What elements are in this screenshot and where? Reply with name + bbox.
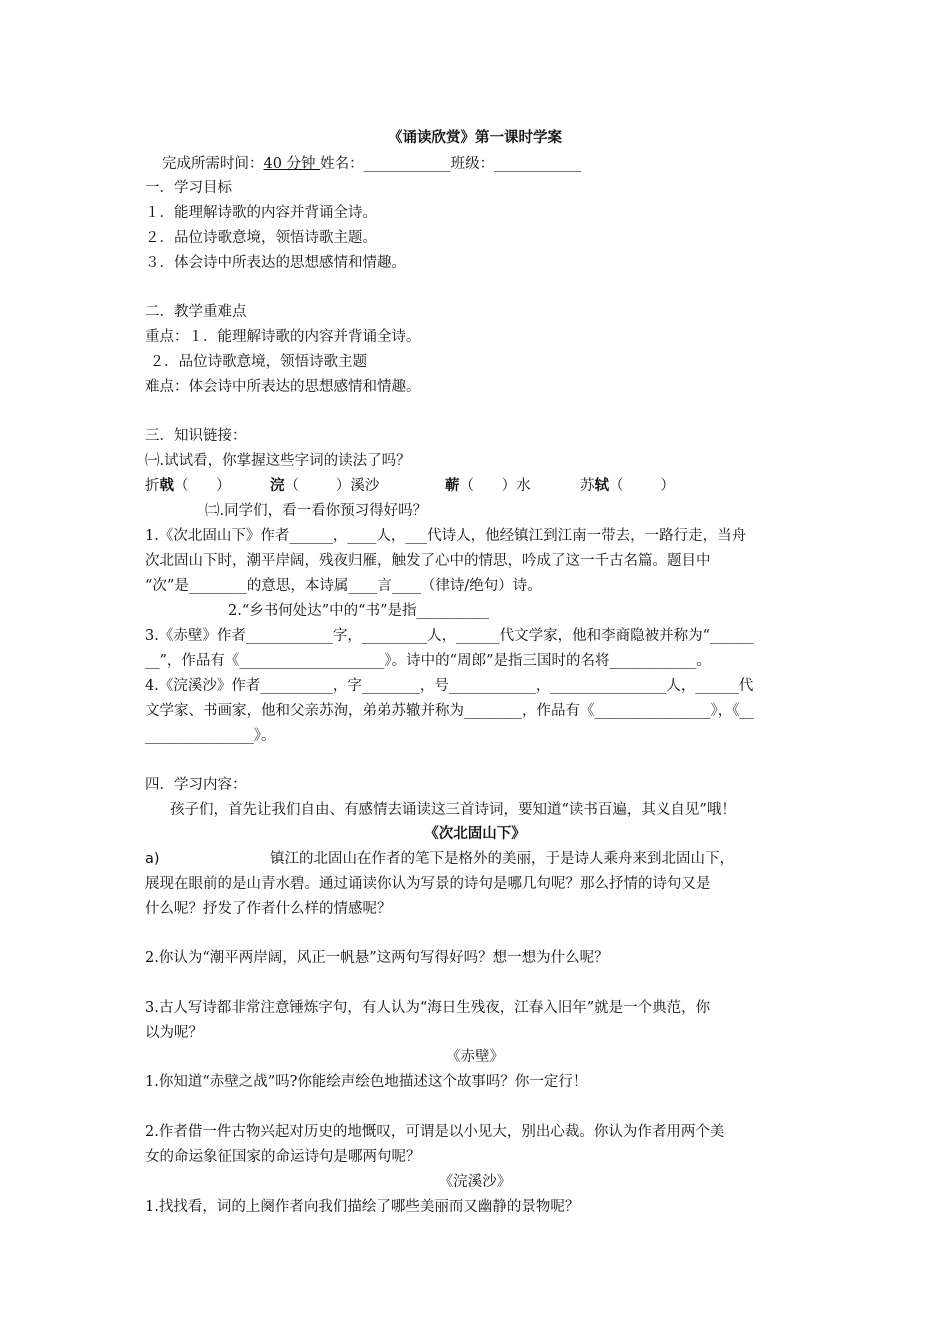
goal-item: ３．体会诗中所表达的思想感情和情趣。 <box>145 255 406 271</box>
pron-word-3: 蕲（ ）水 <box>445 478 531 494</box>
fill-line: 3.《赤壁》作者____________字，_________人，______代文学家，他和李商隐被并称为“______ <box>145 628 754 644</box>
question-line: 2.作者借一件古物兴起对历史的地慨叹，可谓是以小见大，别出心裁。你认为作者用两个美 <box>145 1124 725 1140</box>
fill-line: 文学家、书画家，他和父亲苏洵，弟弟苏辙并称为________，作品有《________________》，《__ <box>145 703 754 719</box>
section-heading-content: 四．学习内容： <box>145 777 247 793</box>
pron-word-1: 折戟（ ） <box>145 478 231 494</box>
fill-line: 次北固山下时，潮平岸阔，残夜归雁，触发了心中的情思，吟成了这一千古名篇。题目中 <box>145 553 711 569</box>
fill-line: 4.《浣溪沙》作者__________，字________，号____________，________________人，______代 <box>145 678 754 694</box>
time-value: 40 分钟 <box>263 156 321 172</box>
question-line: 镇江的北固山在作者的笔下是格外的美丽，于是诗人乘舟来到北固山下， <box>270 851 734 867</box>
fill-line: 2.“乡书何处达”中的“书”是指__________ <box>228 603 489 619</box>
name-blank: ____________ <box>363 156 451 172</box>
pronunciation-prompt: ㈠.试试看，你掌握这些字词的读法了吗？ <box>145 453 411 469</box>
question-line: 什么呢？抒发了作者什么样的情感呢？ <box>145 901 392 917</box>
question-line: 1.找找看，词的上阕作者向我们描绘了哪些美丽而又幽静的景物呢？ <box>145 1199 580 1215</box>
section-heading-knowledge: 三．知识链接： <box>145 428 247 444</box>
question-line: 1.你知道“赤壁之战”吗?你能绘声绘色地描述这个故事吗？你一定行！ <box>145 1074 588 1090</box>
fill-line: __”，作品有《____________________》。诗中的“周郎”是指三国时的名将____________。 <box>145 653 711 669</box>
fill-line: “次”是________的意思，本诗属____言____（律诗/绝句）诗。 <box>145 578 542 594</box>
goal-item: １．能理解诗歌的内容并背诵全诗。 <box>145 205 377 221</box>
content-intro: 孩子们，首先让我们自由、有感情去诵读这三首诗词，要知道“读书百遍，其义自见”哦！ <box>170 802 736 818</box>
time-label: 完成所需时间： <box>162 156 264 172</box>
preview-prompt: ㈡.同学们，看一看你预习得好吗？ <box>205 503 428 519</box>
question-line: 女的命运象征国家的命运诗句是哪两句呢？ <box>145 1149 421 1165</box>
key-point-2: ２．品位诗歌意境，领悟诗歌主题 <box>145 354 368 370</box>
question-line: 2.你认为“潮平两岸阔，风正一帆悬”这两句写得好吗？想一想为什么呢？ <box>145 950 609 966</box>
meta-line <box>162 153 581 175</box>
poem-title-huanxisha: 《浣溪沙》 <box>438 1174 512 1190</box>
fill-line: _______________》。 <box>145 728 276 744</box>
section-heading-key-points: 二．教学重难点 <box>145 304 247 320</box>
pron-word-2: 浣（ ）溪沙 <box>270 478 380 494</box>
poem-title-cibeigushan: 《次北固山下》 <box>424 825 526 842</box>
doc-title: 《诵读欣赏》第一课时学案 <box>388 129 562 146</box>
key-point-1: 重点：１．能理解诗歌的内容并背诵全诗。 <box>145 329 421 345</box>
class-label: 班级： <box>450 156 495 172</box>
question-marker: a) <box>145 851 160 867</box>
poem-title-chibi: 《赤壁》 <box>446 1049 504 1065</box>
question-line: 展现在眼前的是山青水碧。通过诵读你认为写景的诗句是哪几句呢？那么抒情的诗句又是 <box>145 876 711 892</box>
difficult-point: 难点：体会诗中所表达的思想感情和情趣。 <box>145 379 421 395</box>
pron-word-4: 苏轼（ ） <box>580 478 675 494</box>
section-heading-goals: 一．学习目标 <box>145 180 232 196</box>
name-label: 姓名： <box>320 156 364 172</box>
question-line: 以为呢？ <box>145 1025 203 1041</box>
class-blank: ____________ <box>494 156 582 172</box>
fill-line: 1.《次北固山下》作者______，____人，___代诗人，他经镇江到江南一带去，一路行走，当舟 <box>145 528 747 544</box>
question-line: 3.古人写诗都非常注意锤炼字句，有人认为“海日生残夜，江春入旧年”就是一个典范，你 <box>145 1000 711 1016</box>
goal-item: ２．品位诗歌意境，领悟诗歌主题。 <box>145 230 377 246</box>
